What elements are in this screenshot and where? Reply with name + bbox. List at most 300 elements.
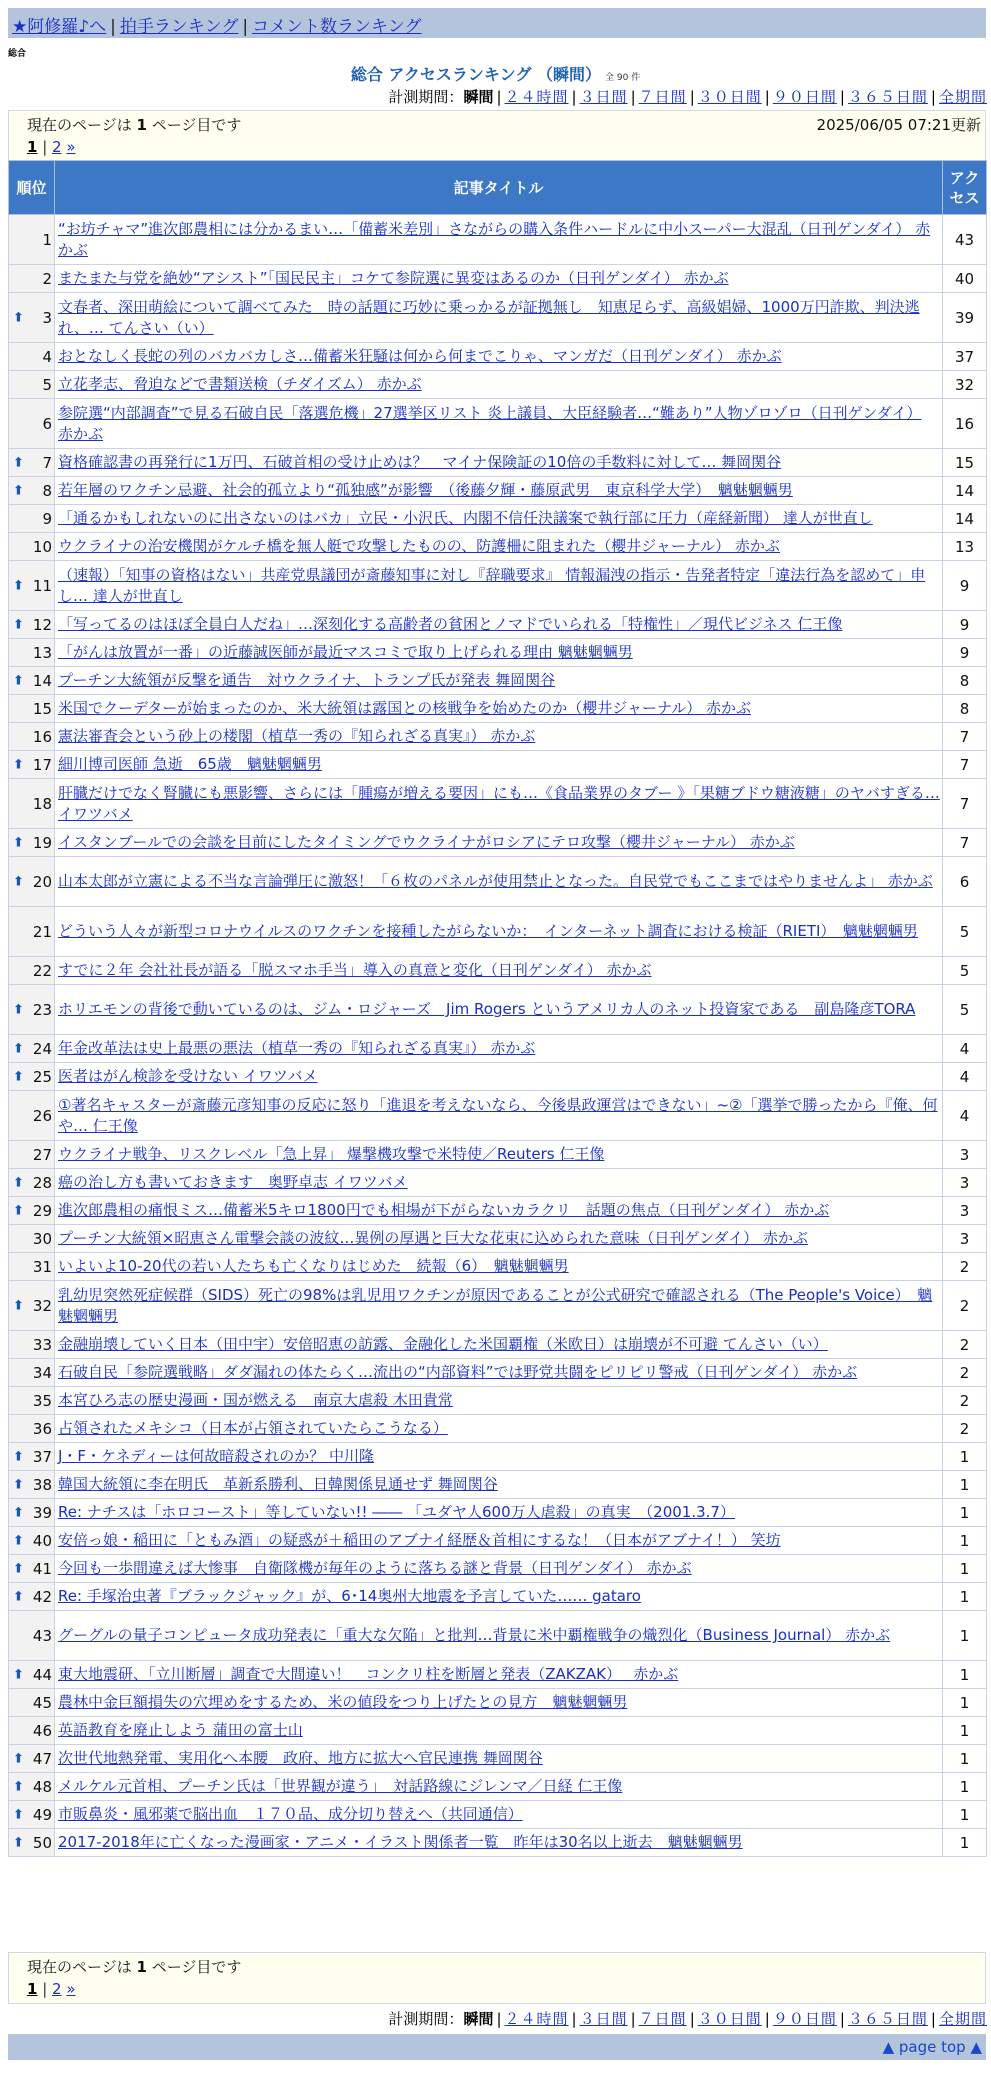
up-arrow-icon: ⬆ — [13, 1069, 24, 1084]
period-30d-link[interactable]: ３０日間 — [697, 2010, 762, 2028]
rank-number: 28 — [32, 1173, 52, 1192]
title-cell — [55, 371, 943, 399]
article-link[interactable]: 乳幼児突然死症候群（SIDS）死亡の98%は乳児用ワクチンが原因であることが公式研究で確認される（The People's Voice） 魑魅魍魎男 — [58, 1285, 933, 1325]
rank-cell — [9, 1527, 55, 1555]
rank-cell — [9, 1661, 55, 1689]
up-arrow-icon: ⬆ — [13, 835, 24, 850]
table-row — [9, 1527, 987, 1555]
rank-cell — [9, 477, 55, 505]
title-cell — [55, 1253, 943, 1281]
access-count: 1 — [943, 1801, 987, 1829]
rank-number: 3 — [42, 308, 52, 327]
access-count: 1 — [943, 1583, 987, 1611]
ranking-title: 総合 アクセスランキング （瞬間） — [350, 65, 601, 84]
table-row — [9, 667, 987, 695]
up-arrow-icon: ⬆ — [13, 1298, 24, 1313]
article-link[interactable]: 石破自民「参院選戦略」ダダ漏れの体たらく…流出の“内部資料”では野党共闘をピリピリ警戒（日刊ゲンダイ） 赤かぶ — [58, 1363, 858, 1381]
rank-number: 44 — [32, 1665, 52, 1684]
article-link[interactable]: 山本太郎が立憲による不当な言論弾圧に激怒！「６枚のパネルが使用禁止となった。自民党でもここまではやりませんよ」 赤かぶ — [58, 872, 933, 890]
rank-number: 14 — [32, 671, 52, 690]
table-row — [9, 371, 987, 399]
title-cell — [55, 1499, 943, 1527]
table-row — [9, 1801, 987, 1829]
up-arrow-icon: ⬆ — [13, 1807, 24, 1822]
article-link[interactable]: 立花孝志、脅迫などで書類送検（チダイズム） 赤かぶ — [58, 375, 422, 393]
article-link[interactable]: “お坊チャマ”進次郎農相には分かるまい…「備蓄米差別」さながらの購入条件ハードルに中小スーパー大混乱（日刊ゲンダイ） 赤かぶ — [58, 219, 931, 259]
rank-number: 41 — [32, 1559, 52, 1578]
article-link[interactable]: 本宮ひろ志の歴史漫画・国が燃える 南京大虐殺 木田貴常 — [58, 1391, 453, 1409]
table-row — [9, 1583, 987, 1611]
access-count: 1 — [943, 1471, 987, 1499]
title-cell — [55, 1555, 943, 1583]
rank-number: 7 — [42, 453, 52, 472]
access-count: 3 — [943, 1141, 987, 1169]
table-row — [9, 533, 987, 561]
access-count: 1 — [943, 1661, 987, 1689]
access-count: 8 — [943, 695, 987, 723]
table-row — [9, 449, 987, 477]
rank-cell — [9, 1197, 55, 1225]
table-row — [9, 779, 987, 829]
table-row — [9, 611, 987, 639]
rank-number: 8 — [42, 481, 52, 500]
article-link[interactable]: 年金改革法は史上最悪の悪法（植草一秀の『知られざる真実』） 赤かぶ — [58, 1039, 536, 1057]
title-cell — [55, 857, 943, 907]
rank-number: 36 — [32, 1419, 52, 1438]
article-link[interactable]: 資格確認書の再発行に1万円、石破首相の受け止めは？ マイナ保険証の10倍の手数料に対して… 舞岡関谷 — [58, 453, 782, 471]
title-cell — [55, 829, 943, 857]
article-link[interactable]: Re: 手塚治虫著『ブラックジャック』が、6･14奥州大地震を予言していた…… gataro — [58, 1587, 641, 1605]
title-cell — [55, 1689, 943, 1717]
period-all-link[interactable]: 全期間 — [938, 2010, 987, 2028]
article-link[interactable]: すでに２年 会社社長が語る「脱スマホ手当」導入の真意と変化（日刊ゲンダイ） 赤かぶ — [58, 961, 652, 979]
article-link[interactable]: 医者はがん検診を受けない イワツバメ — [58, 1067, 318, 1085]
rank-number: 22 — [32, 961, 52, 980]
table-row — [9, 1829, 987, 1857]
table-row — [9, 1555, 987, 1583]
rank-number: 30 — [32, 1229, 52, 1248]
access-count: 43 — [943, 215, 987, 265]
rank-number: 2 — [42, 269, 52, 288]
period-7d-link[interactable]: ７日間 — [638, 88, 687, 106]
rank-cell — [9, 505, 55, 533]
table-row — [9, 561, 987, 611]
access-count: 2 — [943, 1281, 987, 1331]
article-link[interactable]: 進次郎農相の痛恨ミス…備蓄米5キロ1800円でも相場が下がらないカラクリ 話題の焦点（日刊ゲンダイ） 赤かぶ — [58, 1201, 830, 1219]
title-cell — [55, 985, 943, 1035]
rank-number: 18 — [32, 794, 52, 813]
title-cell — [55, 1281, 943, 1331]
access-count: 4 — [943, 1035, 987, 1063]
title-cell — [55, 1471, 943, 1499]
rank-cell — [9, 1583, 55, 1611]
rank-cell — [9, 1063, 55, 1091]
title-cell — [55, 343, 943, 371]
title-cell — [55, 1387, 943, 1415]
article-link[interactable]: 若年層のワクチン忌避、社会的孤立より“孤独感”が影響 （後藤夕輝・藤原武男 東京科学大学） 魑魅魍魎男 — [58, 481, 793, 499]
article-link[interactable]: ウクライナの治安機関がケルチ橋を無人艇で攻撃したものの、防護柵に阻まれた（櫻井ジャーナル） 赤かぶ — [58, 537, 780, 555]
rank-cell — [9, 639, 55, 667]
rank-cell — [9, 1225, 55, 1253]
page-top-link[interactable]: ▲ page top ▲ — [882, 2038, 982, 2056]
title-cell — [55, 1773, 943, 1801]
up-arrow-icon: ⬆ — [13, 1175, 24, 1190]
rank-cell — [9, 1091, 55, 1141]
up-arrow-icon: ⬆ — [13, 1041, 24, 1056]
access-count: 5 — [943, 957, 987, 985]
article-link[interactable]: 細川博司医師 急逝 65歳 魑魅魍魎男 — [58, 755, 322, 773]
rank-number: 38 — [32, 1475, 52, 1494]
title-cell — [55, 533, 943, 561]
period-90d-link[interactable]: ９０日間 — [772, 2010, 837, 2028]
period-7d-link[interactable]: ７日間 — [638, 2010, 687, 2028]
title-cell — [55, 293, 943, 343]
rank-cell — [9, 611, 55, 639]
article-link[interactable]: どういう人々が新型コロナウイルスのワクチンを接種したがらないか： インターネット調査における検証（RIETI） 魑魅魍魎男 — [58, 922, 918, 940]
article-link[interactable]: 2017-2018年に亡くなった漫画家・アニメ・イラスト関係者一覧 昨年は30名以上逝去 魑魅魍魎男 — [58, 1833, 743, 1851]
title-cell — [55, 1225, 943, 1253]
rank-number: 42 — [32, 1587, 52, 1606]
rank-cell — [9, 1499, 55, 1527]
table-row — [9, 1197, 987, 1225]
title-cell — [55, 779, 943, 829]
article-link[interactable]: J・F・ケネディーは何故暗殺されのか？ 中川隆 — [58, 1447, 375, 1465]
rank-cell — [9, 1331, 55, 1359]
access-count: 1 — [943, 1611, 987, 1661]
rank-cell — [9, 829, 55, 857]
article-link[interactable]: いよいよ10-20代の若い人たちも亡くなりはじめた 続報（6） 魑魅魍魎男 — [58, 1257, 569, 1275]
rank-number: 12 — [32, 615, 52, 634]
table-row — [9, 293, 987, 343]
access-count: 2 — [943, 1359, 987, 1387]
title-cell — [55, 1141, 943, 1169]
title-cell — [55, 1169, 943, 1197]
article-link[interactable]: またまた与党を絶妙“アシスト”「国民民主」コケて参院選に異変はあるのか（日刊ゲンダイ） 赤かぶ — [58, 269, 729, 287]
access-count: 1 — [943, 1829, 987, 1857]
access-count: 14 — [943, 505, 987, 533]
table-row — [9, 1471, 987, 1499]
rank-number: 46 — [32, 1721, 52, 1740]
title-cell — [55, 611, 943, 639]
table-row — [9, 1387, 987, 1415]
page-2-link[interactable]: 2 — [52, 138, 62, 156]
article-link[interactable]: Re: ナチスは「ホロコースト」等していない!! ―― 「ユダヤ人600万人虐殺」の真実 （2001.3.7） — [58, 1503, 735, 1521]
period-365d-link[interactable]: ３６５日間 — [847, 88, 928, 106]
total-count: 全 90 件 — [605, 73, 641, 83]
rank-cell — [9, 1745, 55, 1773]
table-row — [9, 1611, 987, 1661]
up-arrow-icon: ⬆ — [13, 310, 24, 325]
rank-number: 23 — [32, 1000, 52, 1019]
rank-cell — [9, 1689, 55, 1717]
title-column-header: 記事タイトル — [55, 161, 943, 215]
table-row — [9, 1499, 987, 1527]
up-arrow-icon: ⬆ — [13, 1835, 24, 1850]
rank-cell — [9, 695, 55, 723]
article-link[interactable]: ホリエモンの背後で動いているのは、ジム・ロジャーズ Jim Rogers というアメリカ人のネット投資家である 副島隆彦TORA — [58, 1000, 916, 1018]
access-count: 7 — [943, 779, 987, 829]
up-arrow-icon: ⬆ — [13, 1203, 24, 1218]
rank-number: 19 — [32, 833, 52, 852]
title-cell — [55, 1745, 943, 1773]
access-count: 4 — [943, 1091, 987, 1141]
access-count: 1 — [943, 1717, 987, 1745]
up-arrow-icon: ⬆ — [13, 1751, 24, 1766]
table-row — [9, 1253, 987, 1281]
rank-number: 25 — [32, 1067, 52, 1086]
article-link[interactable]: 癌の治し方も書いておきます 奥野卓志 イワツバメ — [58, 1173, 408, 1191]
article-link[interactable]: おとなしく長蛇の列のバカバカしさ…備蓄米狂騒は何から何までこりゃ、マンガだ（日刊ゲンダイ） 赤かぶ — [58, 347, 782, 365]
rank-number: 1 — [42, 230, 52, 249]
table-row — [9, 1773, 987, 1801]
rank-cell — [9, 1471, 55, 1499]
period-current: 瞬間 — [463, 88, 494, 106]
table-row — [9, 1717, 987, 1745]
access-count: 13 — [943, 533, 987, 561]
article-link[interactable]: 次世代地熱発電、実用化へ本腰 政府、地方に拡大へ官民連携 舞岡関谷 — [58, 1749, 543, 1767]
period-current: 瞬間 — [463, 2010, 494, 2028]
current-page-text: 現在のページは 1 ページ目です — [27, 1958, 242, 1976]
title-cell — [55, 1801, 943, 1829]
next-page-link[interactable]: » — [66, 1980, 76, 1998]
article-link[interactable]: 米国でクーデターが始まったのか、米大統領は露国との核戦争を始めたのか（櫻井ジャーナル） 赤かぶ — [58, 699, 751, 717]
period-nav-bottom: 計測期間：瞬間 | ２４時間 | ３日間 | ７日間 | ３０日間 | ９０日間 | ３６５日間 | 全期間 — [388, 2010, 987, 2028]
title-cell — [55, 639, 943, 667]
period-3d-link[interactable]: ３日間 — [579, 2010, 628, 2028]
rank-number: 15 — [32, 699, 52, 718]
table-row — [9, 751, 987, 779]
rank-number: 20 — [32, 872, 52, 891]
up-arrow-icon: ⬆ — [13, 1533, 24, 1548]
up-arrow-icon: ⬆ — [13, 874, 24, 889]
access-count: 4 — [943, 1063, 987, 1091]
up-arrow-icon: ⬆ — [13, 1589, 24, 1604]
title-cell — [55, 1443, 943, 1471]
table-row — [9, 1225, 987, 1253]
article-link[interactable]: 今回も一歩間違えば大惨事 自衛隊機が毎年のように落ちる謎と背景（日刊ゲンダイ） 赤かぶ — [58, 1559, 692, 1577]
access-count: 7 — [943, 829, 987, 857]
ashura-home-link[interactable]: ★阿修羅♪へ — [12, 17, 107, 37]
rank-number: 24 — [32, 1039, 52, 1058]
rank-cell — [9, 751, 55, 779]
rank-number: 37 — [32, 1447, 52, 1466]
rank-cell — [9, 1169, 55, 1197]
access-count: 7 — [943, 723, 987, 751]
table-row — [9, 399, 987, 449]
title-cell — [55, 505, 943, 533]
table-row — [9, 1689, 987, 1717]
article-link[interactable]: 東大地震研、「立川断層」調査で大間違い！ コンクリ柱を断層と発表（ZAKZAK） 赤かぶ — [58, 1665, 679, 1683]
period-24h-link[interactable]: ２４時間 — [504, 2010, 569, 2028]
table-row — [9, 343, 987, 371]
rank-cell — [9, 985, 55, 1035]
rank-cell — [9, 1717, 55, 1745]
rank-number: 45 — [32, 1693, 52, 1712]
title-cell — [55, 1611, 943, 1661]
article-link[interactable]: 「写ってるのはほぼ全員白人だね」…深刻化する高齢者の貧困とノマドでいられる「特権性」／現代ビジネス 仁王像 — [58, 615, 843, 633]
rank-cell — [9, 1801, 55, 1829]
title-cell — [55, 1331, 943, 1359]
rank-cell — [9, 1415, 55, 1443]
current-page-text: 現在のページは 1 ページ目です — [27, 116, 242, 134]
article-link[interactable]: 占領されたメキシコ（日本が占領されていたらこうなる） — [58, 1419, 448, 1437]
article-link[interactable]: ウクライナ戦争、リスクレベル「急上昇」 爆撃機攻撃で米特使／Reuters 仁王像 — [58, 1145, 605, 1163]
article-link[interactable]: 農林中金巨額損失の穴埋めをするため、米の値段をつり上げたとの見方 魑魅魍魎男 — [58, 1693, 628, 1711]
article-link[interactable]: プーチン大統領が反撃を通告 対ウクライナ、トランプ氏が発表 舞岡関谷 — [58, 671, 556, 689]
title-cell — [55, 1063, 943, 1091]
access-count: 5 — [943, 907, 987, 957]
title-cell — [55, 957, 943, 985]
article-link[interactable]: 「通るかもしれないのに出さないのはバカ」立民・小沢氏、内閣不信任決議案で執行部に圧力（産経新聞） 達人が世直し — [58, 509, 873, 527]
page-1-current: 1 — [27, 138, 38, 156]
rank-cell — [9, 371, 55, 399]
article-link[interactable]: 参院選“内部調査”で見る石破自民「落選危機」27選挙区リスト 炎上議員、大臣経験者…“難あり”人物ゾロゾロ（日刊ゲンダイ） 赤かぶ — [58, 403, 922, 443]
pagination-top — [8, 110, 986, 162]
article-link[interactable]: 憲法審査会という砂上の楼閣（植草一秀の『知られざる真実』） 赤かぶ — [58, 727, 536, 745]
rank-cell — [9, 343, 55, 371]
access-count: 37 — [943, 343, 987, 371]
up-arrow-icon: ⬆ — [13, 455, 24, 470]
title-cell — [55, 723, 943, 751]
table-row — [9, 477, 987, 505]
period-365d-link[interactable]: ３６５日間 — [847, 2010, 928, 2028]
rank-cell — [9, 667, 55, 695]
access-count: 39 — [943, 293, 987, 343]
rank-number: 9 — [42, 509, 52, 528]
access-count: 2 — [943, 1253, 987, 1281]
title-cell — [55, 1527, 943, 1555]
article-link[interactable]: グーグルの量子コンピュータ成功発表に「重大な欠陥」と批判…背景に米中覇権戦争の熾烈化（Business Journal） 赤かぶ — [58, 1626, 891, 1644]
article-link[interactable]: 「がんは放置が一番」の近藤誠医師が最近マスコミで取り上げられる理由 魑魅魍魎男 — [58, 643, 633, 661]
access-count: 1 — [943, 1499, 987, 1527]
rank-number: 27 — [32, 1145, 52, 1164]
rank-cell — [9, 1611, 55, 1661]
access-count: 7 — [943, 751, 987, 779]
table-row — [9, 723, 987, 751]
period-24h-link[interactable]: ２４時間 — [504, 88, 569, 106]
rank-number: 40 — [32, 1531, 52, 1550]
rank-number: 35 — [32, 1391, 52, 1410]
title-cell — [55, 695, 943, 723]
period-label: 計測期間： — [388, 2010, 464, 2028]
rank-number: 21 — [32, 922, 52, 941]
title-cell — [55, 1359, 943, 1387]
rank-number: 6 — [42, 414, 52, 433]
rank-number: 5 — [42, 375, 52, 394]
table-row — [9, 639, 987, 667]
table-row — [9, 1169, 987, 1197]
nav-separator: | — [110, 17, 116, 37]
article-link[interactable]: 肝臓だけでなく腎臓にも悪影響、さらには「腫瘍が増える要因」にも…《食品業界のタブー 》「果糖ブドウ糖液糖」のヤバすぎる… イワツバメ — [58, 783, 940, 823]
article-link[interactable]: 韓国大統領に李在明氏 革新系勝利、日韓関係見通せず 舞岡関谷 — [58, 1475, 498, 1493]
access-count: 14 — [943, 477, 987, 505]
access-count: 1 — [943, 1773, 987, 1801]
period-90d-link[interactable]: ９０日間 — [772, 88, 837, 106]
article-link[interactable]: プーチン大統領×昭恵さん電撃会談の波紋…異例の厚遇と巨大な花束に込められた意味（日刊ゲンダイ） 赤かぶ — [58, 1229, 808, 1247]
article-link[interactable]: 市販鼻炎・風邪薬で脳出血 １７０品、成分切り替えへ（共同通信） — [58, 1805, 523, 1823]
rank-cell — [9, 779, 55, 829]
page-links: 1 | 2 » — [27, 1980, 76, 1998]
up-arrow-icon: ⬆ — [13, 1505, 24, 1520]
title-cell — [55, 1829, 943, 1857]
table-row — [9, 1141, 987, 1169]
rank-cell — [9, 1253, 55, 1281]
article-link[interactable]: メルケル元首相、プーチン氏は「世界観が違う」 対話路線にジレンマ／日経 仁王像 — [58, 1777, 623, 1795]
rank-cell — [9, 449, 55, 477]
table-row — [9, 1091, 987, 1141]
title-cell — [55, 667, 943, 695]
title-cell — [55, 1415, 943, 1443]
rank-cell — [9, 1141, 55, 1169]
period-label: 計測期間： — [388, 88, 464, 106]
rank-number: 39 — [32, 1503, 52, 1522]
article-link[interactable]: 文春者、深田萌絵について調べてみた 時の話題に巧妙に乗っかるが証拠無し 知恵足らず、高級娼婦、1000万円詐欺、判決逃れ、… てんさい（い） — [58, 297, 920, 337]
up-arrow-icon: ⬆ — [13, 673, 24, 688]
period-3d-link[interactable]: ３日間 — [579, 88, 628, 106]
rank-cell — [9, 1555, 55, 1583]
rank-cell — [9, 561, 55, 611]
article-link[interactable]: ①著名キャスターが斎藤元彦知事の反応に怒り「進退を考えないなら、今後県政運営はできない」~②「選挙で勝ったから『俺、何や… 仁王像 — [58, 1095, 938, 1135]
title-cell — [55, 1717, 943, 1745]
up-arrow-icon: ⬆ — [13, 1449, 24, 1464]
table-row — [9, 215, 987, 265]
article-link[interactable]: （速報）「知事の資格はない」共産党県議団が斎藤知事に対し『辞職要求』 情報漏洩の指示・告発者特定「違法行為を認めて」申し… 達人が世直し — [58, 565, 926, 605]
applause-ranking-link[interactable]: 拍手ランキング — [119, 17, 239, 37]
comment-ranking-link[interactable]: コメント数ランキング — [252, 17, 422, 37]
rank-number: 47 — [32, 1749, 52, 1768]
up-arrow-icon: ⬆ — [13, 1667, 24, 1682]
period-all-link[interactable]: 全期間 — [938, 88, 987, 106]
title-cell — [55, 1583, 943, 1611]
rank-cell — [9, 533, 55, 561]
title-cell — [55, 265, 943, 293]
access-count: 1 — [943, 1443, 987, 1471]
article-link[interactable]: イスタンブールでの会談を目前にしたタイミングでウクライナがロシアにテロ攻撃（櫻井ジャーナル） 赤かぶ — [58, 833, 795, 851]
period-30d-link[interactable]: ３０日間 — [697, 88, 762, 106]
nav-separator: | — [242, 17, 249, 37]
next-page-link[interactable]: » — [66, 138, 76, 156]
footer-bar — [8, 2034, 986, 2060]
rank-number: 4 — [42, 347, 52, 366]
title-cell — [55, 751, 943, 779]
rank-number: 34 — [32, 1363, 52, 1382]
access-count: 3 — [943, 1225, 987, 1253]
rank-number: 49 — [32, 1805, 52, 1824]
up-arrow-icon: ⬆ — [13, 483, 24, 498]
pagination-bottom — [8, 1952, 986, 2004]
title-cell — [55, 215, 943, 265]
title-cell — [55, 1197, 943, 1225]
article-link[interactable]: 安倍っ娘・稲田に「ともみ酒」の疑惑が＋稲田のアブナイ経歴＆首相にするな！（日本がアブナイ！） 笑坊 — [58, 1531, 781, 1549]
article-link[interactable]: 英語教育を廃止しよう 蒲田の富士山 — [58, 1721, 303, 1739]
ranking-table — [8, 160, 987, 1857]
rank-cell — [9, 957, 55, 985]
rank-cell — [9, 399, 55, 449]
page-1-current: 1 — [27, 1980, 38, 1998]
access-count: 9 — [943, 639, 987, 667]
page-2-link[interactable]: 2 — [52, 1980, 62, 1998]
table-row — [9, 985, 987, 1035]
table-row — [9, 1661, 987, 1689]
table-row — [9, 505, 987, 533]
up-arrow-icon: ⬆ — [13, 1779, 24, 1794]
access-count: 40 — [943, 265, 987, 293]
rank-cell — [9, 1443, 55, 1471]
rank-number: 10 — [32, 537, 52, 556]
page-links: 1 | 2 » — [27, 138, 76, 156]
table-row — [9, 1035, 987, 1063]
article-link[interactable]: 金融崩壊していく日本（田中宇）安倍昭恵の訪露、金融化した米国覇権（米欧日）は崩壊が不可避 てんさい（い） — [58, 1335, 828, 1353]
